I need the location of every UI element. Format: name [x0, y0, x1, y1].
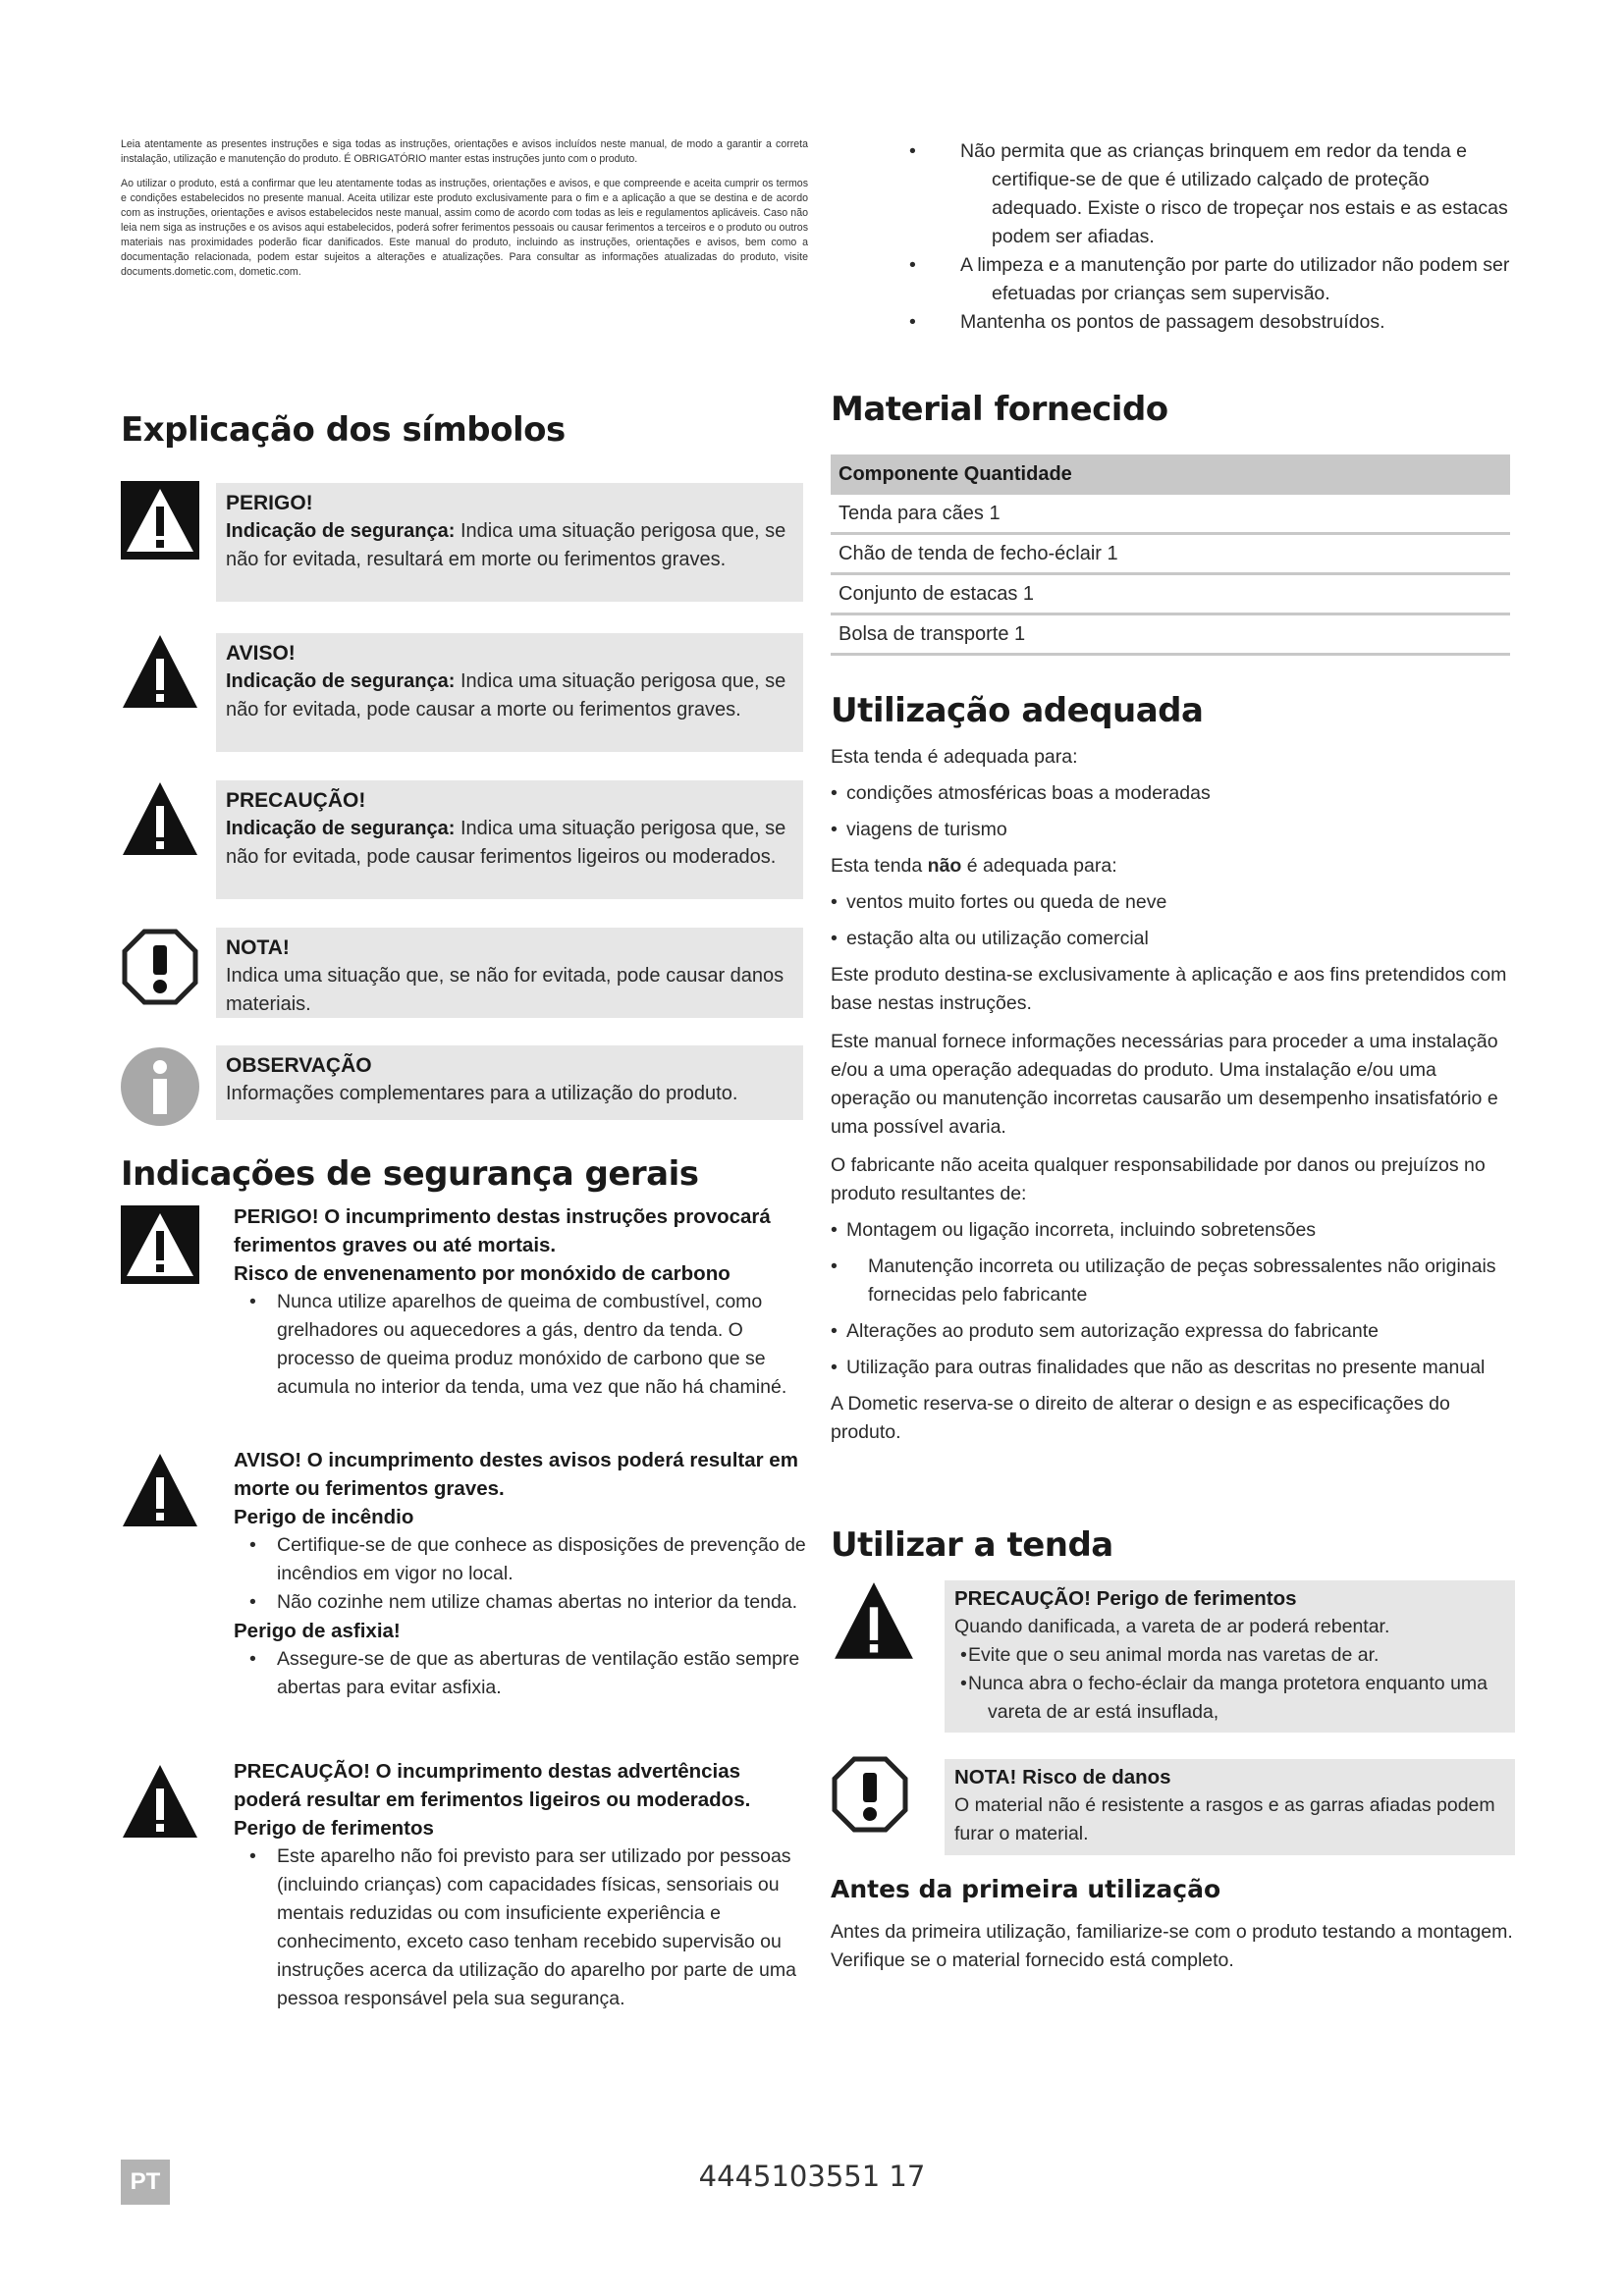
table-row — [831, 495, 1510, 534]
usage-paragraph-3: O fabricante não aceita qualquer responsabilidade por danos ou prejuízos no produto resultantes de: — [831, 1154, 1486, 1204]
material-row-2: Chão de tenda de fecho-éclair 1 — [831, 534, 1510, 574]
right-top-bullets — [945, 137, 1514, 337]
safety-caution-bullet-1: • Este aparelho não foi previsto para ser utilizado por pessoas (incluindo crianças) com capacidades físicas, sensoriais ou mentais reduzidas ou com insuficiente experiência e conhecimento, exceto caso tenham recebido supervisão ou instruções acerca da utilização do aparelho por parte de uma pessoa responsável pela sua segurança. — [234, 1842, 808, 2013]
usage-paragraph-1: Este produto destina-se exclusivamente à aplicação e aos fins pretendidos com base nestas instruções. — [831, 964, 1507, 1014]
caution-icon — [121, 780, 199, 859]
safety-warning-fire-bullet-1: • Certifique-se de que conhece as disposições de prevenção de incêndios em vigor no local. — [234, 1531, 808, 1588]
table-row — [831, 534, 1510, 574]
material-row-3: Conjunto de estacas 1 — [831, 574, 1510, 614]
usage-title: Utilização adequada — [831, 691, 1204, 730]
usage-liability-4: • Utilização para outras finalidades que não as descritas no presente manual — [831, 1354, 1513, 1382]
caution-icon — [121, 1763, 199, 1842]
safety-caution-subheading: Perigo de ferimentos — [234, 1817, 434, 1840]
use-tent-caution-bullet-2: • Nunca abra o fecho-éclair da manga protetora enquanto uma vareta de ar está insuflada, — [954, 1670, 1505, 1727]
safety-warning-asphyxia-subheading: Perigo de asfixia! — [234, 1620, 401, 1642]
usage-paragraph-4: A Dometic reserva-se o direito de alterar o design e as especificações do produto. — [831, 1393, 1450, 1443]
safety-danger-bullet-1: • Nunca utilize aparelhos de queima de combustível, como grelhadores ou aquecedores a gás, dentro da tenda. O processo de queima produz monóxido de carbono que se acumula no interior da tenda, uma vez que não há chaminé. — [234, 1288, 808, 1402]
use-tent-note-box — [945, 1759, 1515, 1855]
page-number: 4445103551 17 — [698, 2160, 926, 2193]
first-use-text: Antes da primeira utilização, familiarize-se com o produto testando a montagem. Verifique se o material fornecido está completo. — [831, 1921, 1513, 1971]
use-tent-title: Utilizar a tenda — [831, 1525, 1113, 1565]
symbol-caution-text: Indicação de segurança: Indica uma situação perigosa que, se não for evitada, pode causar ferimentos ligeiros ou moderados. — [226, 818, 786, 868]
use-tent-caution-label: PRECAUÇÃO! Perigo de ferimentos — [954, 1587, 1297, 1610]
safety-danger-subheading: Risco de envenenamento por monóxido de carbono — [234, 1262, 731, 1285]
material-row-4: Bolsa de transporte 1 — [831, 614, 1510, 655]
symbol-warning-label: AVISO! — [226, 642, 296, 665]
usage-paragraph-2: Este manual fornece informações necessárias para proceder a uma instalação e/ou a uma operação adequadas do produto. Uma instalação e/ou uma operação ou manutenção incorretas causarão um desempenho insatisfatório e uma possível avaria. — [831, 1031, 1498, 1138]
symbol-danger-label: PERIGO! — [226, 492, 313, 514]
symbol-note-label: NOTA! — [226, 936, 290, 959]
symbols-title: Explicação dos símbolos — [121, 410, 566, 450]
symbol-info-text: Informações complementares para a utilização do produto. — [226, 1083, 738, 1104]
symbol-info-label: OBSERVAÇÃO — [226, 1054, 372, 1077]
safety-warning-heading: AVISO! O incumprimento destes avisos poderá resultar em morte ou ferimentos graves. — [234, 1449, 798, 1500]
right-top-bullet-2: • A limpeza e a manutenção por parte do utilizador não podem ser efetuadas por crianças sem supervisão. — [945, 251, 1514, 308]
use-tent-caution-bullet-1: • Evite que o seu animal morda nas varetas de ar. — [954, 1641, 1505, 1670]
symbol-warning — [121, 633, 808, 761]
material-title: Material fornecido — [831, 390, 1168, 429]
intro-paragraph-1: Leia atentamente as presentes instruções e siga todas as instruções, orientações e avisos incluídos neste manual, de modo a garantir a correta instalação, utilização e manutenção do produto. É OBRIGATÓRIO manter estas instruções junto com o produto. — [121, 138, 808, 165]
symbol-warning-text: Indicação de segurança: Indica uma situação perigosa que, se não for evitada, pode causar a morte ou ferimentos graves. — [226, 670, 786, 721]
right-top-bullet-1: • Não permita que as crianças brinquem em redor da tenda e certifique-se de que é utilizado calçado de proteção adequado. Existe o risco de tropeçar nos estais e as estacas podem ser afiadas. — [945, 137, 1514, 251]
safety-warning-asphyxia-bullet-1: • Assegure-se de que as aberturas de ventilação estão sempre abertas para evitar asfixia. — [234, 1645, 808, 1702]
usage-not-suitable-intro: Esta tenda não é adequada para: — [831, 855, 1117, 877]
symbol-danger — [121, 481, 808, 614]
danger-warning-icon — [121, 481, 199, 560]
symbol-note — [121, 928, 808, 1026]
material-row-1: Tenda para cães 1 — [831, 495, 1510, 534]
material-table — [831, 454, 1510, 656]
usage-not-suitable-2: • estação alta ou utilização comercial — [831, 925, 1513, 953]
usage-not-suitable-1: • ventos muito fortes ou queda de neve — [831, 888, 1513, 917]
first-use-title: Antes da primeira utilização — [831, 1875, 1221, 1903]
symbol-info — [121, 1045, 808, 1144]
right-top-bullet-3: • Mantenha os pontos de passagem desobstruídos. — [945, 308, 1514, 337]
danger-warning-icon — [121, 1205, 199, 1284]
symbol-note-box — [216, 928, 803, 1018]
note-octagon-icon — [831, 1755, 909, 1834]
safety-warning-fire-bullet-2: • Não cozinhe nem utilize chamas abertas no interior da tenda. — [234, 1588, 808, 1617]
info-icon — [121, 1047, 199, 1126]
usage-suitable-intro: Esta tenda é adequada para: — [831, 746, 1078, 768]
intro-text — [121, 137, 808, 280]
usage-suitable-1: • condições atmosféricas boas a moderadas — [831, 779, 1513, 808]
warning-icon — [121, 633, 199, 712]
usage-section — [831, 743, 1513, 1447]
safety-caution-heading: PRECAUÇÃO! O incumprimento destas advertências poderá resultar em ferimentos ligeiros ou moderados. — [234, 1760, 751, 1811]
use-tent-caution-text: Quando danificada, a vareta de ar poderá rebentar. — [954, 1616, 1390, 1637]
usage-liability-3: • Alterações ao produto sem autorização expressa do fabricante — [831, 1317, 1513, 1346]
use-tent-note-text: O material não é resistente a rasgos e as garras afiadas podem furar o material. — [954, 1794, 1495, 1844]
table-row — [831, 614, 1510, 655]
symbol-warning-box — [216, 633, 803, 752]
symbol-danger-text: Indicação de segurança: Indica uma situação perigosa que, se não for evitada, resultará em morte ou ferimentos graves. — [226, 520, 786, 570]
symbol-note-text: Indica uma situação que, se não for evitada, pode causar danos materiais. — [226, 965, 785, 1015]
table-row — [831, 574, 1510, 614]
symbol-caution-box — [216, 780, 803, 899]
left-column — [121, 137, 808, 290]
use-tent-note-label: NOTA! Risco de danos — [954, 1766, 1171, 1789]
safety-warning-fire-subheading: Perigo de incêndio — [234, 1506, 414, 1528]
intro-paragraph-2: Ao utilizar o produto, está a confirmar que leu atentamente todas as instruções, orientações e avisos, e que compreende e aceita cumprir os termos e condições estabelecidos no presente manual. Aceita utilizar este produto exclusivamente para o fim e a aplicação a que se destina e de acordo com as instruções, orientações e avisos estabelecidos neste manual, assim como de acordo com todas as leis e regulamentos aplicáveis. Caso não leia nem siga as instruções e os avisos aqui estabelecidos, poderá sofrer ferimentos pessoais ou causar ferimentos a terceiros e o produto ou outros materiais nas proximidades poderão ficar danificados. Este manual do produto, incluindo as instruções, orientações e avisos, bem como a documentação relacionada, podem estar sujeitos a alterações e atualizações. Para consultar as informações atualizadas do produto, visite documents.dometic.com, dometic.com. — [121, 178, 808, 278]
symbol-caution-label: PRECAUÇÃO! — [226, 789, 366, 812]
symbol-danger-box — [216, 483, 803, 602]
use-tent-caution-box — [945, 1580, 1515, 1733]
safety-danger-heading: PERIGO! O incumprimento destas instruções provocará ferimentos graves ou até mortais. — [234, 1205, 771, 1256]
language-badge: PT — [121, 2160, 170, 2205]
usage-liability-1: • Montagem ou ligação incorreta, incluindo sobretensões — [831, 1216, 1513, 1245]
symbol-caution — [121, 780, 808, 908]
caution-icon — [831, 1580, 917, 1663]
warning-icon — [121, 1452, 199, 1530]
symbol-info-box — [216, 1045, 803, 1120]
usage-suitable-2: • viagens de turismo — [831, 816, 1513, 844]
usage-liability-2: • Manutenção incorreta ou utilização de peças sobressalentes não originais fornecidas pelo fabricante — [831, 1253, 1513, 1309]
material-table-header — [831, 454, 1510, 495]
note-octagon-icon — [121, 928, 199, 1006]
safety-title: Indicações de segurança gerais — [121, 1154, 699, 1194]
material-table-header-cell: Componente Quantidade — [831, 454, 1510, 495]
